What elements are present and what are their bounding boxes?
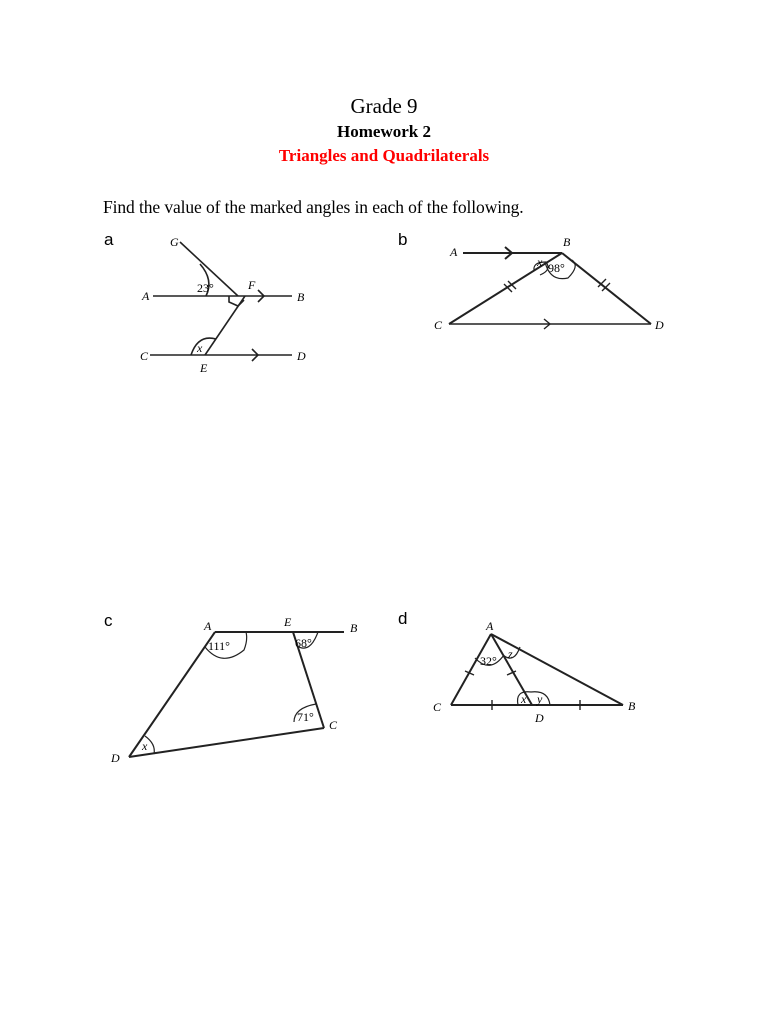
angle-label-x: x — [537, 255, 543, 269]
point-label-e: E — [284, 615, 292, 629]
homework-number: Homework 2 — [337, 122, 431, 141]
point-label-a: A — [486, 619, 494, 633]
point-label-f: F — [248, 278, 256, 292]
point-label-d: D — [111, 751, 120, 765]
angle-label-111: 111° — [208, 639, 230, 653]
instruction-text: Find the value of the marked angles in each of the following. — [103, 197, 524, 217]
point-label-c: C — [329, 718, 338, 732]
angle-label-98: 98° — [548, 261, 565, 275]
point-label-b: B — [350, 621, 358, 635]
angle-label-23: 23° — [197, 281, 214, 295]
point-label-c: C — [140, 349, 149, 363]
line-ac — [451, 634, 491, 705]
point-label-d: D — [297, 349, 306, 363]
angle-label-x: x — [521, 692, 527, 706]
point-label-b: B — [628, 699, 636, 713]
point-label-c: C — [434, 318, 443, 332]
point-label-g: G — [170, 235, 179, 249]
angle-label-x: x — [197, 341, 203, 355]
part-label-c: c — [104, 611, 113, 630]
angle-label-y: y — [537, 692, 543, 706]
point-label-c: C — [433, 700, 442, 714]
point-label-a: A — [450, 245, 458, 259]
angle-label-x: x — [142, 739, 148, 753]
angle-label-68: 68° — [295, 636, 312, 650]
point-label-b: B — [563, 235, 571, 249]
point-label-e: E — [200, 361, 208, 375]
part-label-d: d — [398, 609, 408, 628]
point-label-d: D — [535, 711, 544, 725]
page-title: Grade 9 — [350, 94, 418, 118]
part-label-b: b — [398, 230, 408, 249]
point-label-d: D — [655, 318, 664, 332]
angle-label-32: 32° — [480, 654, 497, 668]
angle-label-71: 71° — [297, 710, 314, 724]
point-label-a: A — [204, 619, 212, 633]
topic-heading: Triangles and Quadrilaterals — [278, 146, 490, 165]
angle-label-z: z — [508, 647, 513, 661]
part-label-a: a — [104, 230, 114, 249]
point-label-b: B — [297, 290, 305, 304]
point-label-a: A — [142, 289, 150, 303]
